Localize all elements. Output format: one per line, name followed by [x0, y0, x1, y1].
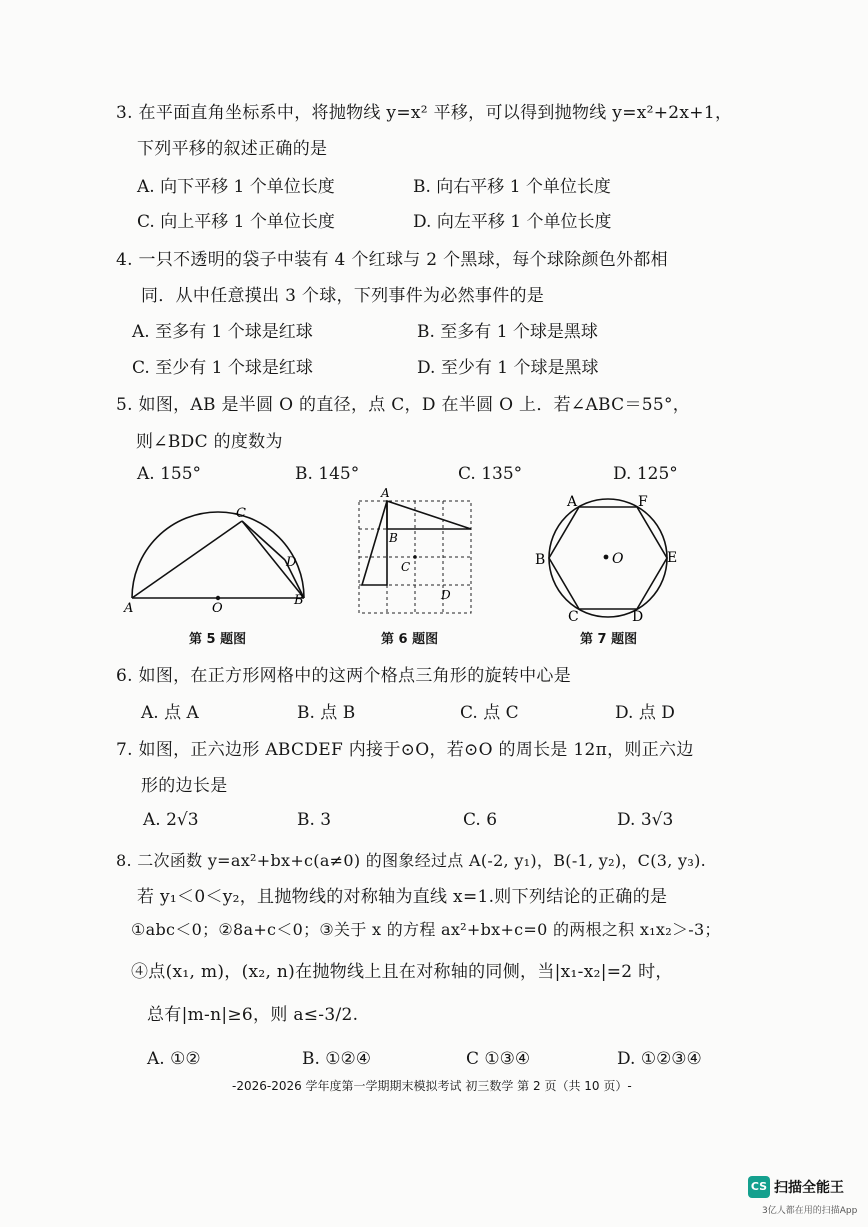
fig7-label-o: O: [612, 551, 624, 567]
fig7-label-e: E: [667, 550, 678, 566]
watermark-title: 扫描全能王: [774, 1180, 844, 1196]
fig7-label-a: A: [567, 494, 578, 510]
question-7-option-a: A. 2√3: [143, 810, 199, 830]
figure-6-caption: 第 6 题图: [381, 632, 439, 647]
question-7-option-c: C. 6: [463, 810, 498, 830]
fig5-label-b: B: [294, 593, 304, 608]
figure-5-semicircle: [120, 500, 320, 620]
question-3-option-b: B. 向右平移 1 个单位长度: [413, 177, 611, 197]
fig7-label-f: F: [638, 494, 648, 510]
page-footer: -2026-2026 学年度第一学期期末模拟考试 初三数学 第 2 页（共 10 页）-: [232, 1079, 632, 1093]
fig6-label-a: A: [381, 486, 390, 500]
question-4-option-a: A. 至多有 1 个球是红球: [132, 322, 313, 342]
question-6-option-c: C. 点 C: [460, 703, 519, 723]
question-8-option-b: B. ①②④: [302, 1049, 372, 1069]
question-5-stem-line2: 则∠BDC 的度数为: [136, 432, 283, 452]
question-8-stem-line1: 8. 二次函数 y=ax²+bx+c(a≠0) 的图象经过点 A(-2, y₁)，B(-1, y₂)，C(3, y₃).: [116, 851, 706, 870]
fig5-label-o: O: [212, 601, 223, 616]
question-6-stem-line1: 6. 如图，在正方形网格中的这两个格点三角形的旋转中心是: [116, 666, 572, 686]
fig7-label-c: C: [568, 609, 579, 625]
question-7-stem-line1: 7. 如图，正六边形 ABCDEF 内接于⊙O，若⊙O 的周长是 12π，则正六边: [116, 740, 694, 760]
question-8-stem-line2: 若 y₁＜0＜y₂，且抛物线的对称轴为直线 x=1.则下列结论的正确的是: [137, 887, 668, 907]
figure-7-hexagon: [530, 490, 690, 625]
question-7-option-b: B. 3: [297, 810, 332, 830]
question-5-option-a: A. 155°: [137, 464, 202, 484]
question-5-option-d: D. 125°: [613, 464, 678, 484]
question-3-option-a: A. 向下平移 1 个单位长度: [137, 177, 335, 197]
figure-5-caption: 第 5 题图: [189, 632, 247, 647]
question-6-option-d: D. 点 D: [615, 703, 675, 723]
question-8-option-c: C ①③④: [466, 1049, 531, 1069]
question-5-option-c: C. 135°: [458, 464, 523, 484]
question-4-option-b: B. 至多有 1 个球是黑球: [417, 322, 598, 342]
fig6-label-c: C: [401, 560, 411, 574]
figure-6-grid: [350, 485, 480, 620]
question-3-option-d: D. 向左平移 1 个单位长度: [413, 212, 612, 232]
fig5-label-c: C: [236, 506, 246, 521]
fig7-label-d: D: [632, 609, 644, 625]
question-3-option-c: C. 向上平移 1 个单位长度: [137, 212, 335, 232]
fig6-label-b: B: [389, 531, 398, 545]
question-5-stem-line1: 5. 如图，AB 是半圆 O 的直径，点 C，D 在半圆 O 上．若∠ABC＝55°，: [116, 395, 691, 415]
question-7-option-d: D. 3√3: [617, 810, 674, 830]
figure-7-caption: 第 7 题图: [580, 632, 638, 647]
question-4-option-d: D. 至少有 1 个球是黑球: [417, 358, 599, 378]
question-8-stem-line3: ①abc＜0；②8a+c＜0；③关于 x 的方程 ax²+bx+c=0 的两根之积 x₁x₂＞-3；: [131, 920, 721, 939]
question-8-stem-line4: ④点(x₁, m)，(x₂, n)在抛物线上且在对称轴的同侧，当|x₁-x₂|=2 时，: [131, 962, 673, 982]
question-3-stem-line2: 下列平移的叙述正确的是: [137, 139, 328, 159]
question-4-stem-line1: 4. 一只不透明的袋子中装有 4 个红球与 2 个黑球，每个球除颜色外都相: [116, 250, 668, 270]
question-8-option-a: A. ①②: [147, 1049, 201, 1069]
fig5-label-a: A: [124, 601, 134, 616]
question-8-stem-line5: 总有|m-n|≥6，则 a≤-3/2.: [147, 1005, 359, 1025]
question-8-option-d: D. ①②③④: [617, 1049, 702, 1069]
fig5-label-d: D: [286, 555, 297, 570]
fig7-label-b: B: [535, 552, 546, 568]
question-6-option-b: B. 点 B: [297, 703, 356, 723]
question-7-stem-line2: 形的边长是: [141, 776, 228, 796]
question-6-option-a: A. 点 A: [141, 703, 199, 723]
question-4-option-c: C. 至少有 1 个球是红球: [132, 358, 313, 378]
camscanner-logo-icon: CS: [748, 1176, 770, 1198]
question-4-stem-line2: 同．从中任意摸出 3 个球，下列事件为必然事件的是: [141, 286, 545, 306]
fig6-label-d: D: [441, 588, 451, 602]
question-5-option-b: B. 145°: [295, 464, 360, 484]
watermark-subtitle: 3亿人都在用的扫描App: [762, 1206, 858, 1216]
question-3-stem-line1: 3. 在平面直角坐标系中，将抛物线 y=x² 平移，可以得到抛物线 y=x²+2x+1，: [116, 103, 733, 123]
